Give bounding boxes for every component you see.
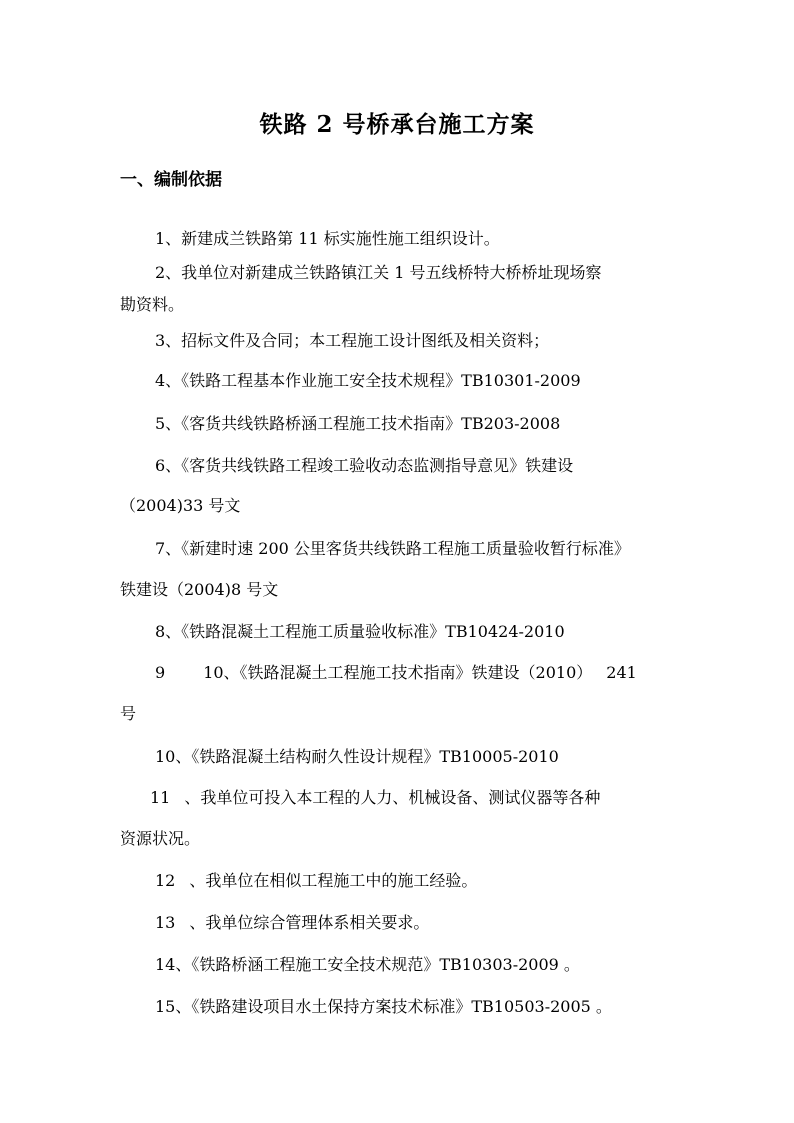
list-item-continuation: 资源状况。 [120, 829, 201, 848]
list-item-continuation: 勘资料。 [120, 295, 185, 314]
list-item: 7、《新建时速 200 公里客货共线铁路工程施工质量验收暂行标准》 [155, 539, 630, 558]
list-item-number: 9 [155, 663, 166, 682]
document-title: 铁路 2 号桥承台施工方案 [259, 111, 535, 138]
list-item: 3、招标文件及合同；本工程施工设计图纸及相关资料； [155, 331, 550, 350]
list-item: 8、《铁路混凝土工程施工质量验收标准》TB10424-2010 [155, 622, 565, 641]
list-item [155, 866, 477, 896]
list-item-text: 10、《铁路混凝土工程施工技术指南》铁建设（2010） [203, 663, 593, 682]
list-item-number: 13 [155, 913, 176, 932]
list-item: 10、《铁路混凝土结构耐久性设计规程》TB10005-2010 [155, 747, 559, 766]
list-item-text: 、我单位在相似工程施工中的施工经验。 [189, 871, 478, 890]
list-item [155, 908, 429, 938]
list-item-number: 12 [155, 871, 176, 890]
list-item: 1、新建成兰铁路第 11 标实施性施工组织设计。 [155, 229, 500, 248]
section-heading: 一、编制依据 [120, 170, 222, 190]
list-item: 2、我单位对新建成兰铁路镇江关 1 号五线桥特大桥桥址现场察 [155, 263, 602, 282]
list-item-tail: 241 [606, 663, 637, 682]
list-item: 6、《客货共线铁路工程竣工验收动态监测指导意见》铁建设 [155, 456, 574, 475]
list-item: 4、《铁路工程基本作业施工安全技术规程》TB10301-2009 [155, 371, 581, 390]
list-item: 14、《铁路桥涵工程施工安全技术规范》TB10303-2009 。 [155, 955, 580, 974]
list-item: 15、《铁路建设项目水土保持方案技术标准》TB10503-2005 。 [155, 997, 612, 1016]
list-item-continuation: 号 [120, 704, 137, 723]
list-item-continuation: 铁建设（2004)8 号文 [120, 580, 279, 599]
list-item [150, 783, 600, 813]
list-item [155, 658, 637, 688]
list-item-text: 、我单位可投入本工程的人力、机械设备、测试仪器等各种 [184, 788, 601, 807]
list-item-text: 、我单位综合管理体系相关要求。 [189, 913, 430, 932]
list-item-number: 11 [150, 788, 171, 807]
list-item-continuation: （2004)33 号文 [120, 496, 241, 515]
list-item: 5、《客货共线铁路桥涵工程施工技术指南》TB203-2008 [155, 414, 561, 433]
